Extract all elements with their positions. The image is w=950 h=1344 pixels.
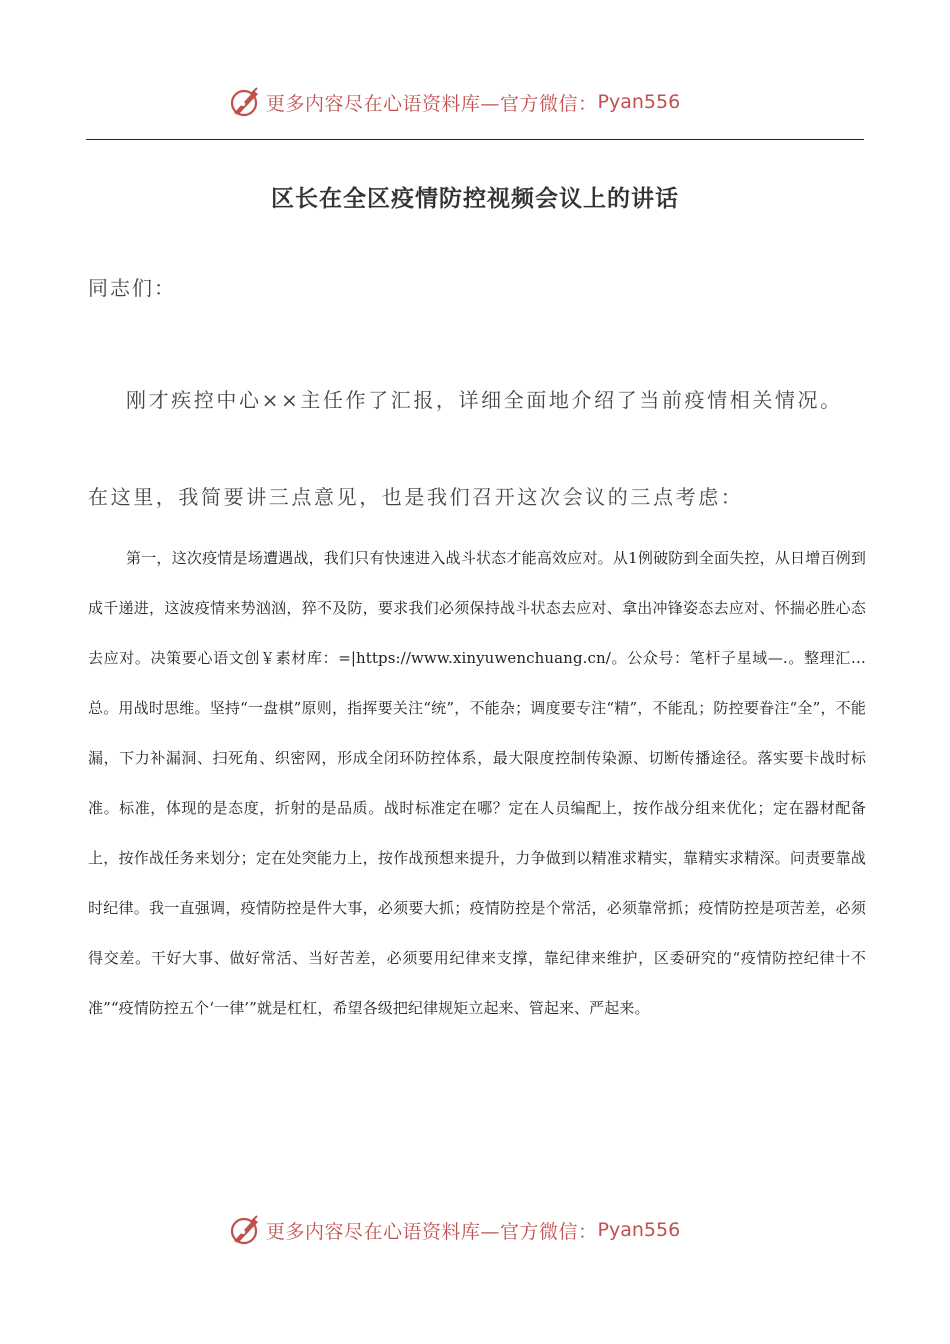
- pen-logo-icon: [228, 1213, 262, 1247]
- footer-banner-handle: Pyan556: [597, 1219, 681, 1241]
- document-title: 区长在全区疫情防控视频会议上的讲话: [271, 186, 679, 212]
- pen-logo-icon: [228, 85, 262, 119]
- intro-paragraph: 刚才疾控中心××主任作了汇报，详细全面地介绍了当前疫情相关情况。在这里，我简要讲三点意见，也是我们召开这次会议的三点考虑：: [88, 388, 843, 509]
- header-banner[interactable]: [228, 82, 680, 122]
- salutation: 同志们：: [88, 276, 176, 300]
- footer-banner[interactable]: [228, 1210, 680, 1250]
- header-divider: [86, 139, 864, 140]
- body-paragraph-1: 第一，这次疫情是场遭遇战，我们只有快速进入战斗状态才能高效应对。从1例破防到全面失控，从日增百例到成千递进，这波疫情来势汹汹，猝不及防，要求我们必须保持战斗状态去应对、拿出冲锋姿态去应对、怀揣必胜心态去应对。决策要心语文创￥素材库：=|https://www.xinyuwenchuang.cn/。公众号：笔杆子星域—.。整理汇…总。用战时思维。坚持“一盘棋”原则，指挥要关注“统”，不能杂；调度要专注“精”，不能乱；防控要眷注“全”，不能漏，下力补漏洞、扫死角、织密网，形成全闭环防控体系，最大限度控制传染源、切断传播途径。落实要卡战时标准。标准，体现的是态度，折射的是品质。战时标准定在哪？定在人员编配上，按作战分组来优化；定在器材配备上，按作战任务来划分；定在处突能力上，按作战预想来提升，力争做到以精准求精实，靠精实求精深。问责要靠战时纪律。我一直强调，疫情防控是件大事，必须要大抓；疫情防控是个常活，必须靠常抓；疫情防控是项苦差，必须得交差。干好大事、做好常活、当好苦差，必须要用纪律来支撑，靠纪律来维护，区委研究的“疫情防控纪律十不准”“疫情防控五个‘一律’”就是杠杠，希望各级把纪律规矩立起来、管起来、严起来。: [88, 549, 866, 1017]
- header-banner-handle: Pyan556: [597, 91, 681, 113]
- footer-banner-text: 更多内容尽在心语资料库—官方微信：: [266, 1220, 598, 1243]
- header-banner-text: 更多内容尽在心语资料库—官方微信：: [266, 92, 598, 115]
